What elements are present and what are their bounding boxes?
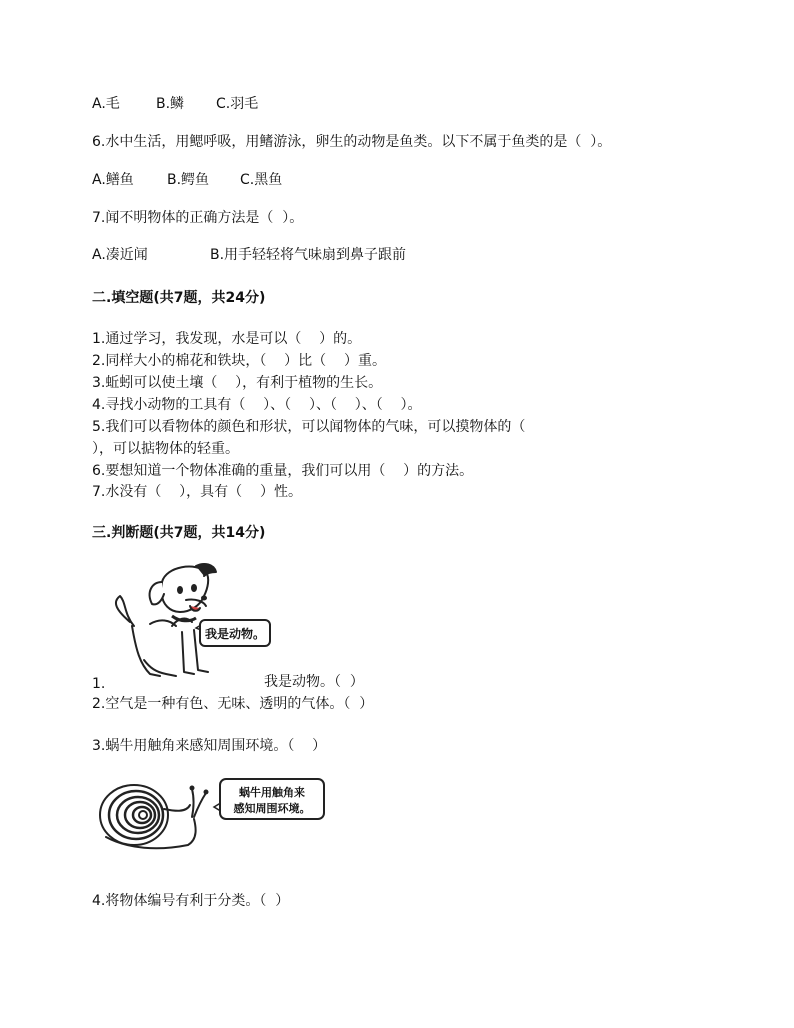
q6-option-b: B.鳄鱼	[167, 172, 210, 188]
dog-illustration	[100, 560, 275, 685]
q7-option-a: A.凑近闻	[92, 247, 148, 263]
fill-item-7: 7.水没有（ ），具有（ ）性。	[92, 484, 302, 500]
dog-speech-bubble: 我是动物。	[204, 627, 266, 641]
q6-option-c: C.黑鱼	[240, 172, 283, 188]
judge-q3-text: 3.蜗牛用触角来感知周围环境。（ ）	[92, 738, 327, 754]
q7-text: 7.闻不明物体的正确方法是（ ）。	[92, 210, 304, 226]
fill-item-2: 2.同样大小的棉花和铁块，（ ）比（ ）重。	[92, 353, 386, 369]
judge-q1-text: 我是动物。（ ）	[264, 674, 364, 690]
q5-option-b: B.鳞	[156, 96, 185, 112]
q5-option-c: C.羽毛	[216, 96, 259, 112]
fill-item-4: 4.寻找小动物的工具有（ ）、（ ）、（ ）、（ ）。	[92, 397, 422, 413]
fill-item-3: 3.蚯蚓可以使土壤（ ），有利于植物的生长。	[92, 375, 383, 391]
section2-title: 二.填空题(共7题，共24分)	[92, 290, 266, 306]
snail-bubble-line-1: 蜗牛用触角来	[239, 786, 305, 799]
judge-q2-text: 2.空气是一种有色、无味、透明的气体。（ ）	[92, 696, 374, 712]
q6-text: 6.水中生活，用鳃呼吸，用鳍游泳，卵生的动物是鱼类。以下不属于鱼类的是（ ）。	[92, 134, 612, 150]
snail-illustration	[98, 775, 330, 860]
fill-item-1: 1.通过学习，我发现，水是可以（ ）的。	[92, 331, 362, 347]
section3-title: 三.判断题(共7题，共14分)	[92, 525, 266, 541]
judge-q4-text: 4.将物体编号有利于分类。（ ）	[92, 893, 290, 909]
q5-option-a: A.毛	[92, 96, 120, 112]
q7-option-b: B.用手轻轻将气味扇到鼻子跟前	[210, 247, 407, 263]
fill-item-5-continued: ），可以掂物体的轻重。	[92, 441, 239, 457]
fill-item-6: 6.要想知道一个物体准确的重量，我们可以用（ ）的方法。	[92, 463, 474, 479]
snail-bubble-line-2: 感知周围环境。	[233, 802, 311, 815]
q6-option-a: A.鳝鱼	[92, 172, 134, 188]
fill-item-5: 5.我们可以看物体的颜色和形状，可以闻物体的气味，可以摸物体的（	[92, 419, 526, 435]
judge-q1-number: 1.	[92, 676, 106, 692]
